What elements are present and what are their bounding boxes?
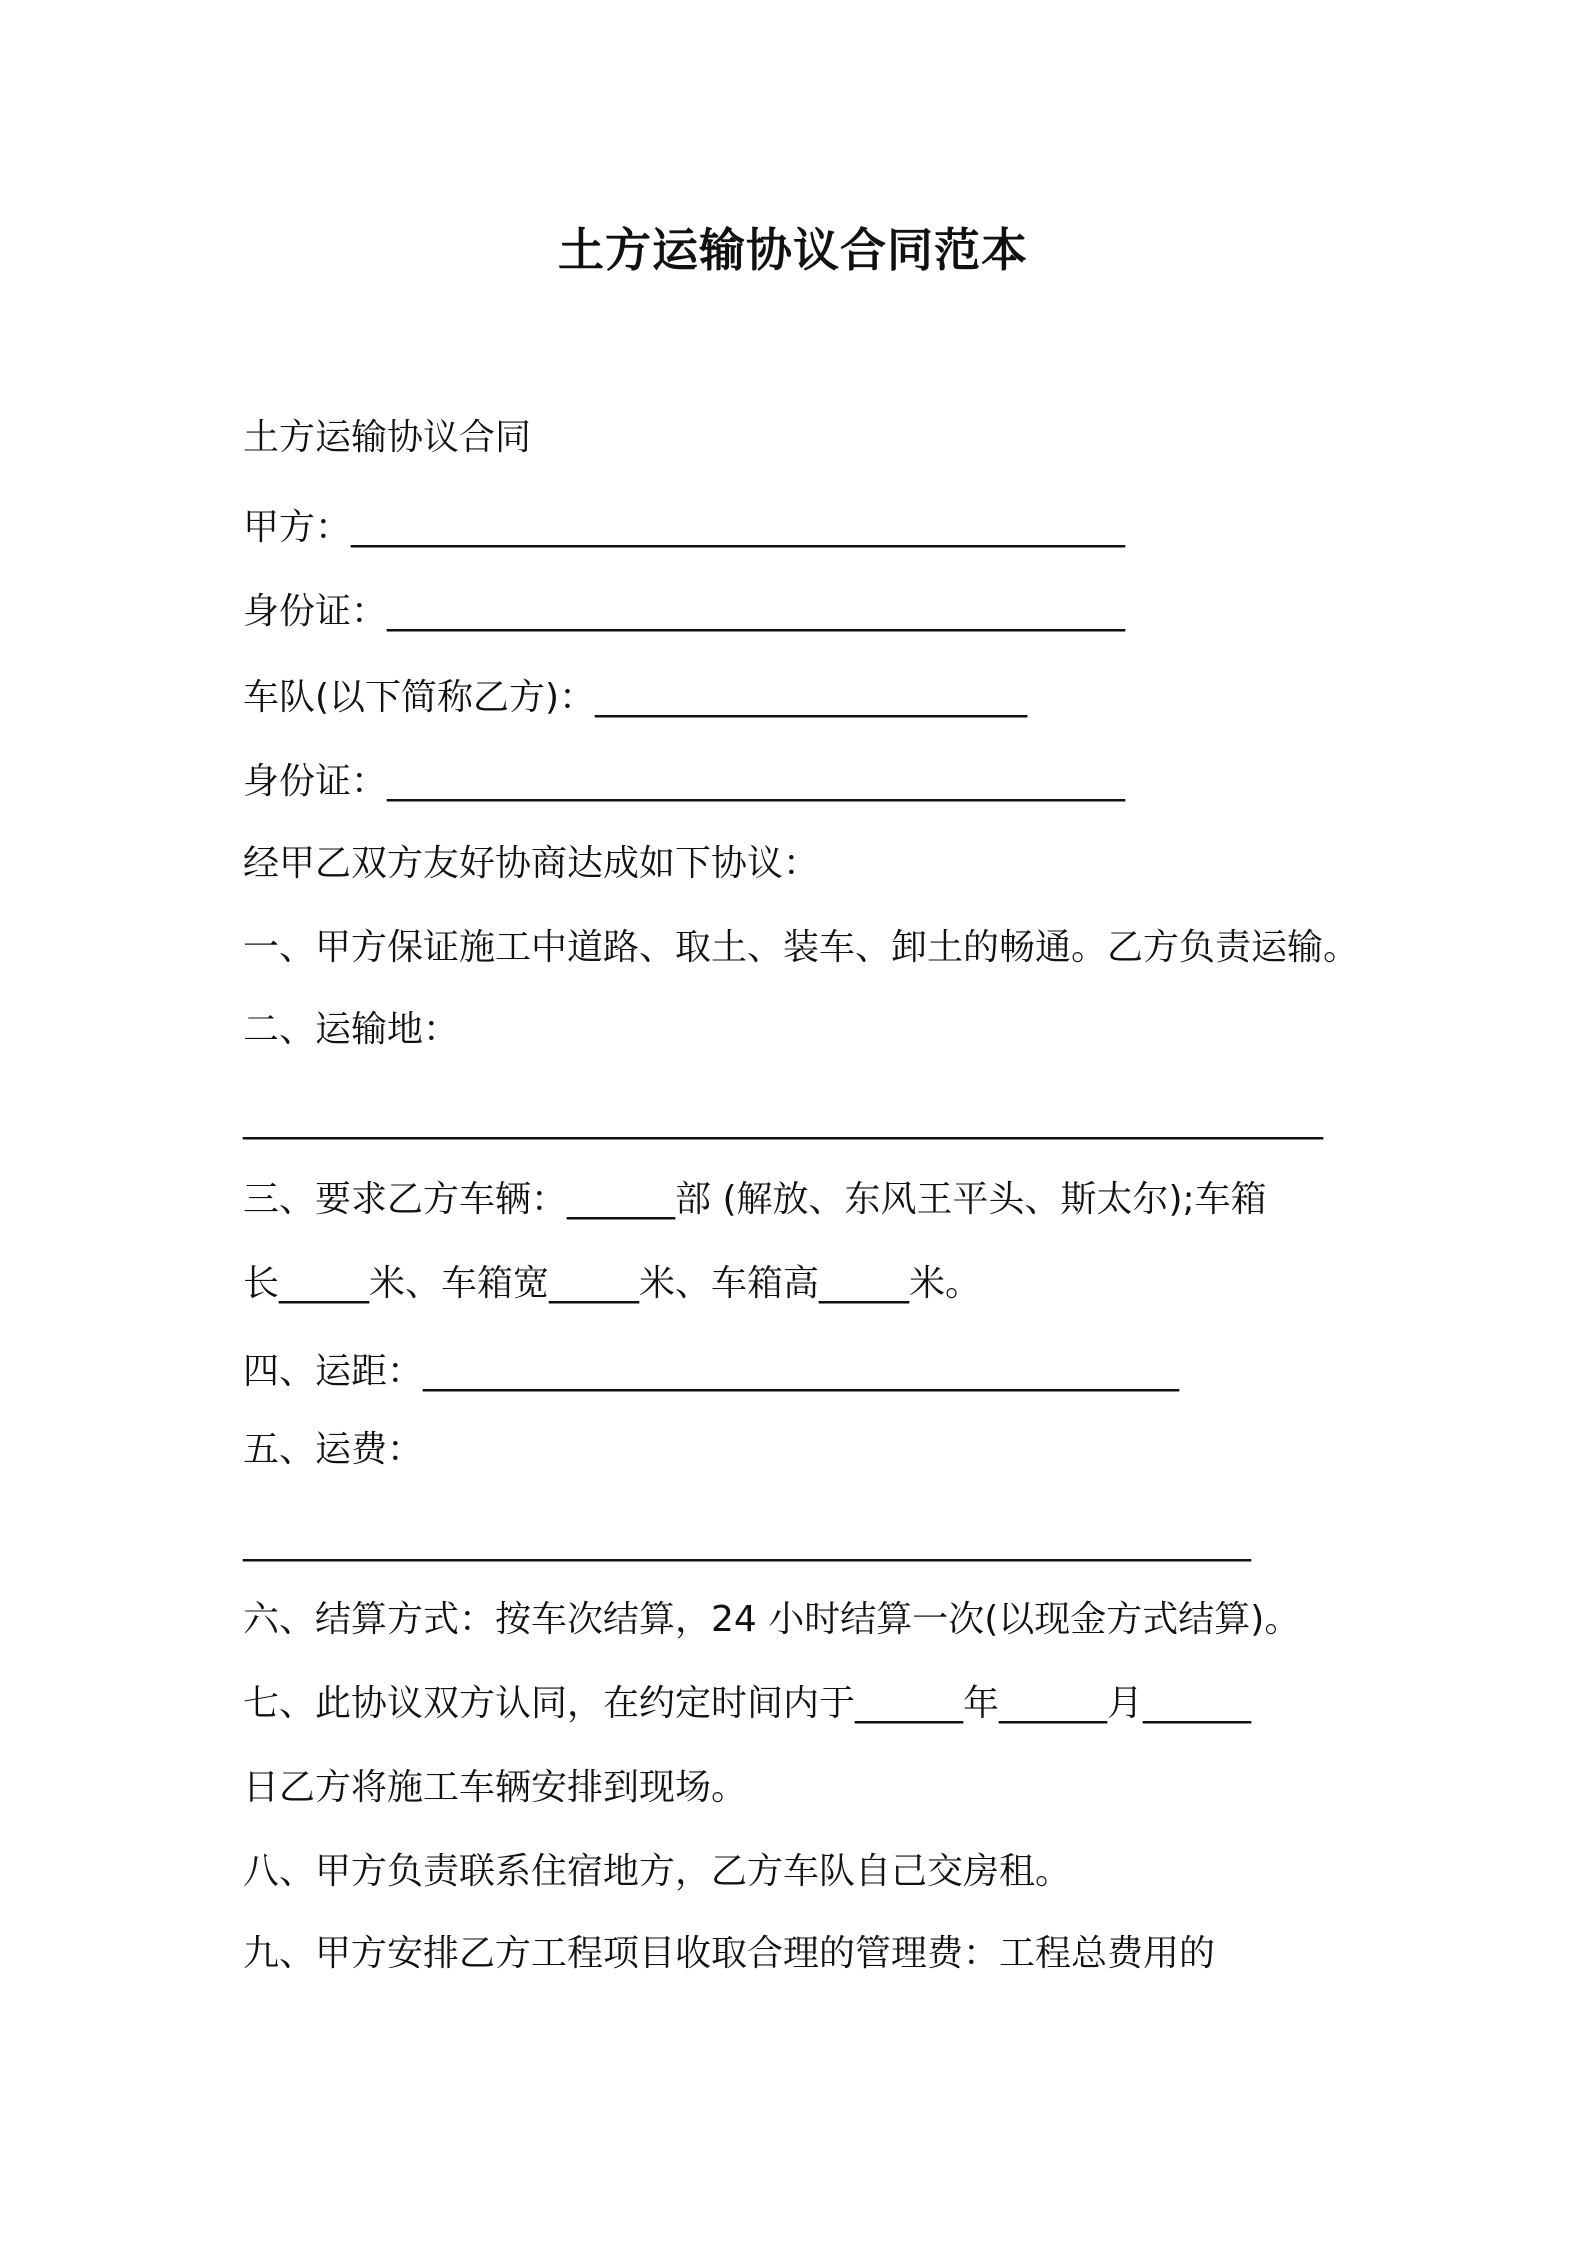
party-a-field: 甲方：___________________________________________ bbox=[243, 507, 1126, 548]
clause-7-continued: 日乙方将施工车辆安排到现场。 bbox=[243, 1767, 748, 1808]
clause-4: 四、运距：__________________________________________ bbox=[243, 1351, 1180, 1392]
party-b-id-field: 身份证：_________________________________________ bbox=[243, 761, 1126, 802]
clause-5: 五、运费： bbox=[243, 1429, 424, 1470]
clause-6: 六、结算方式：按车次结算，24 小时结算一次(以现金方式结算)。 bbox=[243, 1599, 1301, 1640]
clause-7: 七、此协议双方认同，在约定时间内于______年______月______ bbox=[243, 1683, 1252, 1724]
clause-1: 一、甲方保证施工中道路、取土、装车、卸土的畅通。乙方负责运输。 bbox=[243, 927, 1360, 968]
contract-heading: 土方运输协议合同 bbox=[243, 417, 532, 458]
clause-8: 八、甲方负责联系住宿地方，乙方车队自己交房租。 bbox=[243, 1851, 1072, 1892]
clause-2: 二、运输地： bbox=[243, 1009, 460, 1050]
agreement-intro: 经甲乙双方友好协商达成如下协议： bbox=[243, 843, 820, 884]
party-b-fleet-field: 车队(以下简称乙方)：________________________ bbox=[243, 677, 1028, 718]
document-title: 土方运输协议合同范本 bbox=[558, 223, 1028, 277]
clause-2-blank: ____________________________________________________________ bbox=[243, 1099, 1323, 1140]
clause-5-blank: ________________________________________________________ bbox=[243, 1521, 1251, 1562]
party-a-id-field: 身份证：_________________________________________ bbox=[243, 591, 1126, 632]
clause-3-continued: 长_____米、车箱宽_____米、车箱高_____米。 bbox=[243, 1263, 982, 1304]
clause-3: 三、要求乙方车辆：______部 (解放、东风王平头、斯太尔);车箱 bbox=[243, 1179, 1267, 1220]
clause-9: 九、甲方安排乙方工程项目收取合理的管理费：工程总费用的 bbox=[243, 1933, 1216, 1974]
